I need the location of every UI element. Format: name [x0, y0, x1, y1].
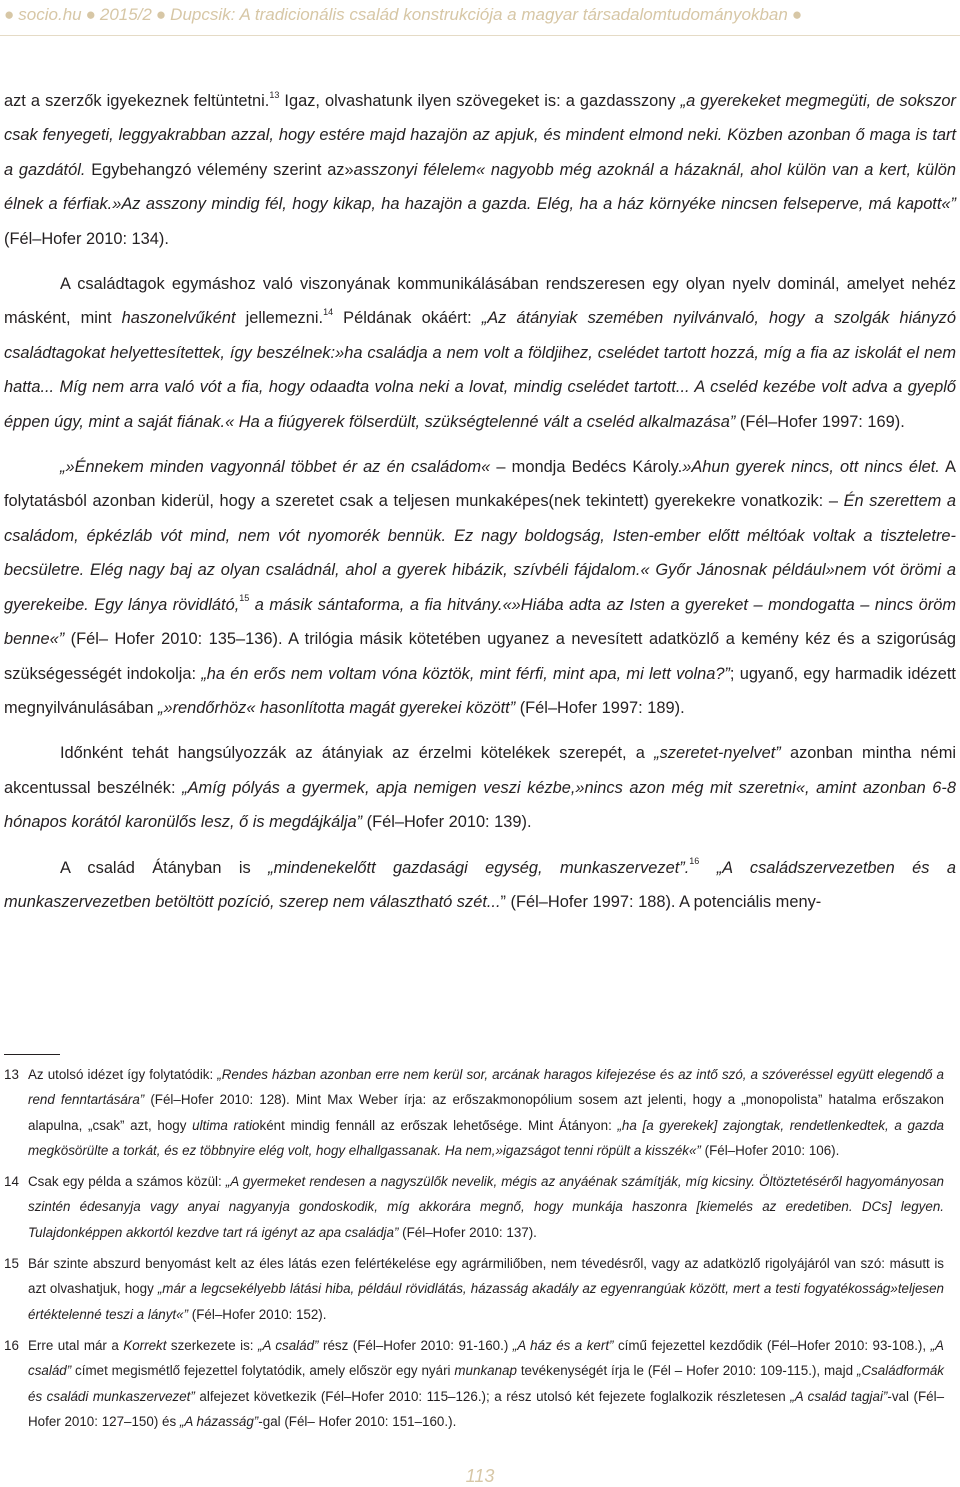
text-run: rész (Fél–Hofer 2010: 91-160.): [318, 1337, 513, 1353]
text-run: címet megismétlő fejezettel folytatódik, amely először egy nyári: [71, 1363, 455, 1379]
text-run: azt a szerzők igyekeznek feltüntetni.: [4, 92, 270, 110]
text-run: -gal (Fél– Hofer 2010: 151–160.).: [258, 1413, 457, 1429]
paragraph: [4, 267, 956, 439]
footnote-ref: 14: [323, 306, 334, 317]
italic-run: a másik sántaforma, a fia hitvány.«»Hiába adta az Isten a gyereket – mondogatta – nincs öröm benne«”: [4, 595, 956, 649]
header-site[interactable]: socio.hu: [18, 5, 82, 24]
paragraph: [4, 450, 956, 725]
bullet-icon: ●: [4, 5, 15, 24]
text-run: (Fél– Hofer 2010: 135–136). A trilógia másik kötetében ugyanez a nevesített adatközlő a kemény kéz és a szigorúság szükségességét indokolja:: [4, 630, 956, 683]
footnote-number: 16: [4, 1337, 19, 1353]
paragraph: [4, 736, 956, 839]
footnote-text: [28, 1169, 944, 1245]
italic-run: „A házasság”: [179, 1413, 259, 1429]
italic-run: „A család”: [28, 1337, 944, 1379]
footnote-text: [28, 1333, 944, 1434]
text-run: (Fél–Hofer 2010: 106).: [700, 1142, 840, 1158]
text-run: alfejezet következik (Fél–Hofer 2010: 115–126.); a rész utolsó két fejezete foglalkozik részletesen: [194, 1388, 791, 1404]
text-run: A család Átányban is: [60, 858, 269, 877]
text-run: Időnként tehát hangsúlyozzák az átányiak az érzelmi kötelékek szerepét, a: [60, 744, 655, 763]
footnote-ref: 15: [239, 593, 250, 604]
text-run: Igaz, olvashatunk ilyen szövegeket is: a gazdasszony: [279, 92, 681, 110]
text-run: – mondja Bedécs Károly.: [490, 458, 683, 477]
footnote-text: [28, 1062, 944, 1163]
italic-run: haszonelvűként: [121, 309, 236, 328]
text-run: (Fél–Hofer 2010: 139).: [362, 813, 532, 832]
footnote-16: [4, 1333, 944, 1434]
footnote-ref: 13: [269, 89, 280, 100]
italic-run: „ha [a gyerekek] zajongtak, rendetlenkedtek, a gazda megkösörülte a torkát, és ez többnyire elég volt, hogy elhallgassanak. Ha nem,»igazságot tenni röpült a kisszék«”: [28, 1117, 944, 1158]
italic-run: „A család tagjai”: [790, 1388, 888, 1404]
italic-run: „A gyermeket rendesen a nagyszülők nevelik, mégis az anyáénak számítják, míg kicsiny. Öltöztetéséről hagyományosan szintén édesanyja vagy anyai nagyanyja gondoskodik, míg akkorára megnő, hogy munkája haszonra [kiemelés az eredetiben. DCs] legyen. Tulajdonképpen akkortól kezdve tart rá igényt az apa családja”: [28, 1174, 944, 1240]
footnote-14: [4, 1169, 944, 1245]
text-run: Csak egy példa a számos közül:: [28, 1174, 226, 1190]
text-run: (Fél–Hofer 2010: 128). Mint Max Weber írja: az erőszakmonopólium sosem azt jelenti, hogy a „monopolista” hatalma erőszakon alapulna, „csak” azt, hogy: [28, 1092, 944, 1133]
italic-run: „»rendőrhöz« hasonlította magát gyerekei között”: [158, 698, 516, 717]
text-run: (Fél–Hofer 1997: 189).: [515, 698, 685, 717]
footnote-ref: 16: [689, 856, 700, 867]
text-run: (Fél–Hofer 2010: 137).: [398, 1224, 537, 1240]
italic-run: „A ház és a kert”: [512, 1337, 614, 1353]
text-run: (Fél–Hofer 2010: 152).: [188, 1306, 327, 1322]
text-run: Példának okáért:: [333, 309, 482, 328]
italic-run: „A család”: [257, 1337, 319, 1353]
italic-run: ultima ratio: [192, 1117, 260, 1133]
text-run: ” (Fél–Hofer 1997: 188). A potenciális meny-: [500, 892, 822, 911]
text-run: A családtagok egymáshoz való viszonyának kommunikálásában rendszeresen egy olyan nyelv dominál, amelyet nehéz másként, mint: [4, 275, 956, 328]
italic-run: Én szerettem a családom, épkézláb vót mind, nem vót nyomorék bennük. Ez nagy boldogság, Isten-ember előtt méltóak voltak a tiszteletre-becsületre. Elég nagy baj az olyan családnál, ahol a gyerek hibázik, szívbéli fájdalom.« Győr Jánosnak például»nem vót örömi a gyerekeibe. Egy lánya rövidlátó,: [4, 492, 956, 614]
italic-run: „»Énnekem minden vagyonnál többet ér az én családom«: [60, 458, 491, 477]
bullet-icon: ●: [155, 5, 167, 24]
italic-run: „A családszervezetben és a munkaszervezetben betöltött pozíció, szerep nem választható szét...: [4, 858, 956, 911]
italic-run: „mindenekelőtt gazdasági egység, munkaszervezet”.: [268, 858, 690, 877]
header-divider: [0, 35, 960, 36]
italic-run: „Az átányiak szemében nyilvánvaló, hogy a szolgák hiányzó családtagokat helyettesítettek, így beszélnek:»ha családja a nem volt a földjihez, cselédet tartott hozzá, míg a fia az iskolát el nem hatta... Míg nem arra való vót a fia, hogy odaadta volna neki a lovat, mindig cselédet tartott... A cseléd kezébe volt adva a gyeplő éppen úgy, mint a saját fiának.« Ha a fiúgyerek fölserdült, szükségtelenné vált a cseléd alkalmazása”: [4, 309, 956, 431]
text-run: szerkezete is:: [166, 1337, 258, 1353]
footnote-number: 14: [4, 1174, 19, 1190]
text-run: című fejezettel kezdődik (Fél–Hofer 2010: 93-108.),: [613, 1337, 931, 1353]
text-run: (Fél–Hofer 1997: 169).: [735, 412, 905, 431]
text-run: Egybehangzó vélemény szerint az»: [85, 160, 354, 179]
text-run: azonban mintha némi akcentussal beszélnék:: [4, 744, 956, 797]
text-run: Az utolsó idézet így folytatódik:: [28, 1067, 218, 1082]
footnote-15: [4, 1251, 944, 1327]
italic-run: „ha én erős nem voltam vóna köztök, mint férfi, mint apa, mi lett volna?”: [201, 664, 730, 683]
footnote-number: 15: [4, 1256, 19, 1272]
footnotes: [4, 1062, 944, 1434]
italic-run: „Rendes házban azonban erre nem kerül sor, arcának haragos kifejezése és az intő szó, a szóveréssel együtt elegendő a rend fenntartására”: [28, 1067, 944, 1108]
text-run: ; ugyanő, egy harmadik idézett megnyilvánulásában: [4, 664, 956, 717]
footnote-13: [4, 1062, 944, 1163]
running-header: [4, 4, 956, 26]
footnote-divider: [4, 1054, 60, 1055]
text-run: (Fél–Hofer 2010: 134).: [4, 229, 169, 248]
paragraph: [4, 851, 956, 920]
italic-run: „Amíg pólyás a gyermek, apja nemigen veszi kézbe,»nincs azon még mit szeretni«, amint azonban 6-8 hónapos korától karonülős lesz, ő is megdájkálja”: [4, 778, 956, 832]
italic-run: »Ahun gyerek nincs, ott nincs élet.: [682, 458, 940, 477]
text-run: tevékenységét írja le (Fél – Hofer 2010: 109-115.), majd: [516, 1363, 857, 1379]
bullet-icon: ●: [791, 5, 803, 24]
italic-run: asszonyi félelem« nagyobb még azoknál a házaknál, ahol külön van a kert, külön élnek a férfiak.»Az asszony mindig fél, hogy kikap, ha hazajön a gazda. Elég, ha a ház környéke nincsen felseperve, má kapott«”: [4, 160, 956, 214]
main-text: [4, 84, 956, 919]
footnote-number: 13: [4, 1067, 19, 1082]
header-title: Dupcsik: A tradicionális család konstrukciója a magyar társadalomtudományokban: [170, 5, 788, 24]
text-run: ként mindig fennáll az erőszak lehetősége. Mint Átányon:: [259, 1117, 618, 1133]
italic-run: „a gyerekeket megmegüti, de sokszor csak fenyegeti, leggyakrabban azzal, hogy estére majd hazajön az apjuk, és mindent elmond neki. Közben azonban ő maga is tart a gazdától.: [4, 92, 956, 179]
text-run: Erre utal már a: [28, 1337, 124, 1353]
header-issue: 2015/2: [99, 5, 152, 24]
footnote-text: [28, 1251, 944, 1327]
italic-run: „szeretet-nyelvet”: [654, 744, 781, 763]
italic-run: Korrekt: [123, 1337, 167, 1353]
italic-run: „már a legcsekélyebb látási hiba, például rövidlátás, házasság akadály az egyenrangúak között, mert a testi fogyatékosság»teljesen értéktelenné teszi a lányt«”: [28, 1281, 944, 1322]
text-run: -val (Fél–Hofer 2010: 127–150) és: [28, 1388, 945, 1429]
bullet-icon: ●: [85, 5, 96, 24]
text-run: jellemezni.: [235, 309, 324, 328]
page-number: 113: [465, 1466, 495, 1486]
text-run: A folytatásból azonban kiderül, hogy a szeretet csak a teljesen munkaképes(nek tekintett) gyerekekre vonatkozik: –: [4, 458, 956, 511]
italic-run: munkanap: [454, 1363, 517, 1379]
paragraph: [4, 84, 956, 256]
text-run: [699, 859, 716, 877]
text-run: Bár szinte abszurd benyomást kelt az éles látás ezen felértékelése egy agrármiliőben, nem tévedésről, vagy az adatközlő rigolyájáról van szó: másutt is azt olvashatjuk, hogy: [28, 1256, 944, 1297]
italic-run: „Családformák és családi munkaszervezet”: [28, 1363, 945, 1404]
